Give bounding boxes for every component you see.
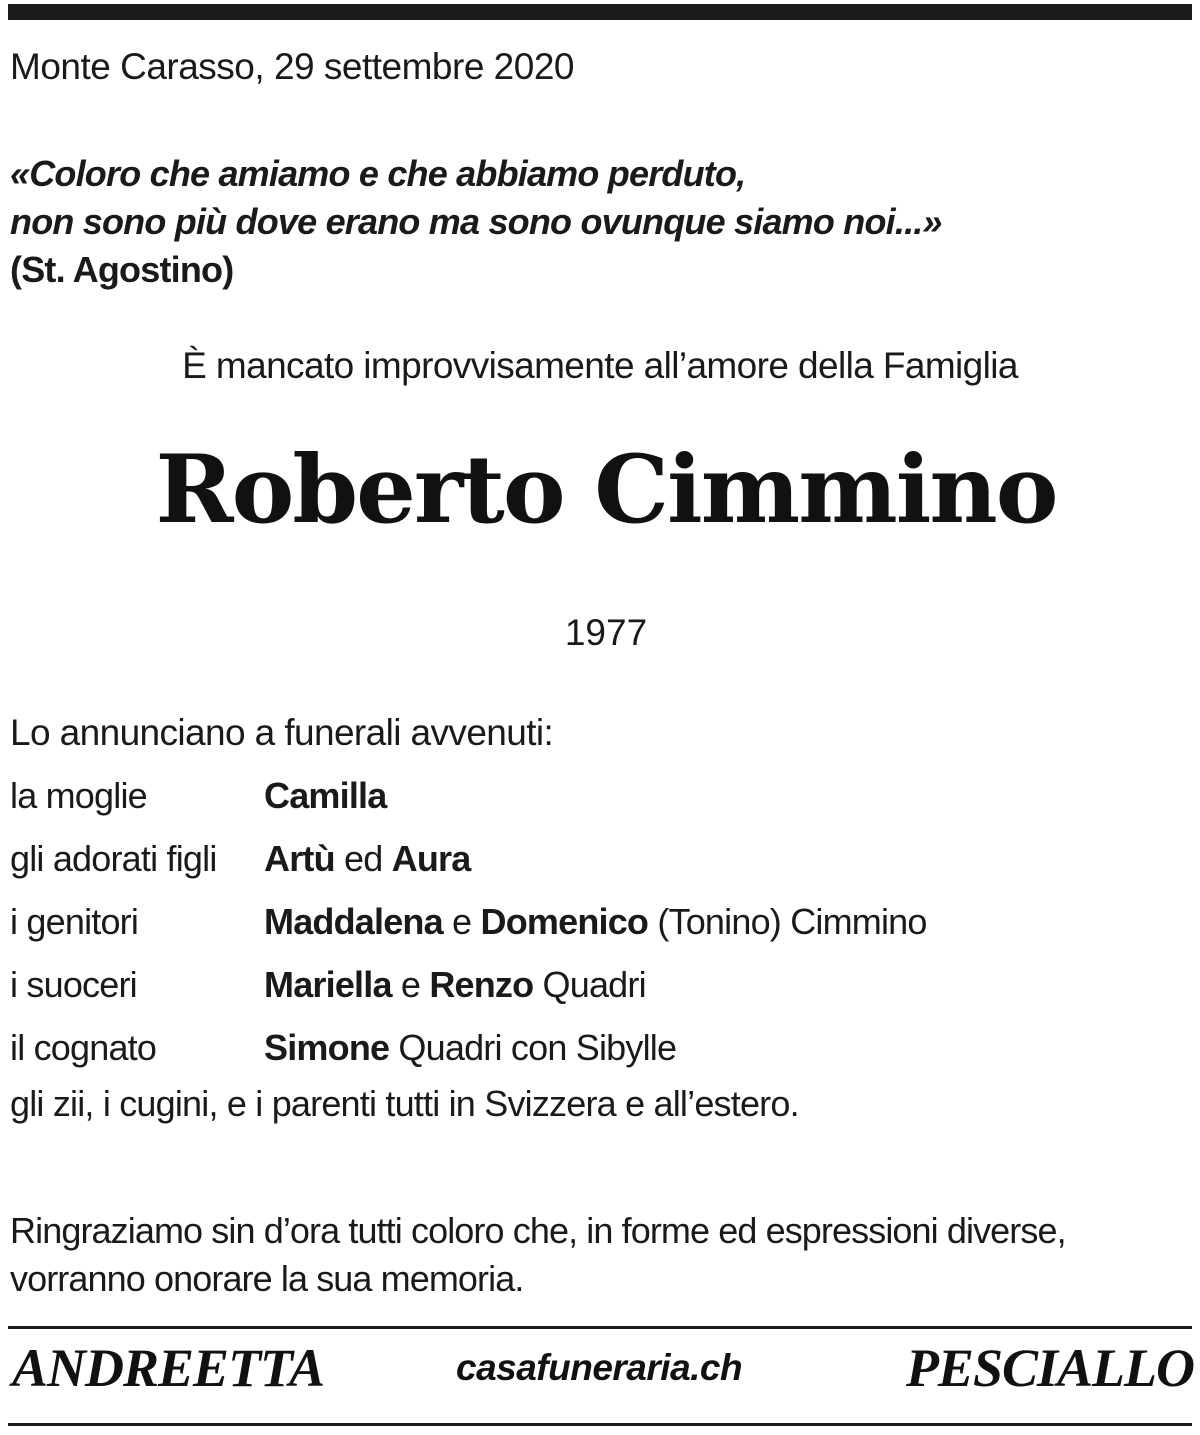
relative-name: Artù	[264, 838, 335, 879]
thanks-line-1: Ringraziamo sin d’ora tutti coloro che, in forme ed espressioni diverse,	[10, 1210, 1066, 1251]
joiner-text: e	[391, 964, 430, 1005]
joiner-text: e	[442, 901, 481, 942]
relative-rest: Quadri con Sibylle	[389, 1027, 677, 1068]
relative-name: Aura	[391, 838, 471, 879]
thanks-line-2: vorranno onorare la sua memoria.	[10, 1258, 524, 1299]
relation-label: il cognato	[10, 1027, 157, 1068]
joiner-text: ed	[334, 838, 392, 879]
relation-label: gli adorati figli	[10, 838, 217, 879]
quote-author: (St. Agostino)	[10, 249, 234, 290]
quote-line-1: «Coloro che amiamo e che abbiamo perduto,	[10, 153, 746, 194]
quote-line-2: non sono più dove erano ma sono ovunque siamo noi...»	[10, 201, 942, 242]
announce-text: Lo annunciano a funerali avvenuti:	[10, 712, 554, 753]
relative-name: Maddalena	[264, 901, 443, 942]
relation-label: i genitori	[10, 901, 139, 942]
relation-label: la moglie	[10, 775, 147, 816]
relative-names	[264, 959, 646, 1011]
relative-rest: (Tonino) Cimmino	[648, 901, 927, 942]
relative-names	[264, 1022, 676, 1074]
relative-name: Simone	[264, 1027, 390, 1068]
other-relatives: gli zii, i cugini, e i parenti tutti in Svizzera e all’estero.	[10, 1083, 799, 1124]
relative-name: Camilla	[264, 775, 387, 816]
intro-text: È mancato improvvisamente all’amore della Famiglia	[182, 345, 1018, 386]
relative-name: Domenico	[480, 901, 649, 942]
thanks-block	[10, 1207, 1066, 1303]
funeral-home-brand-right: PESCIALLO	[905, 1338, 1194, 1398]
relative-names	[264, 770, 386, 822]
footer-bottom-rule	[8, 1423, 1192, 1426]
quote-block	[10, 150, 942, 294]
top-border-bar	[8, 4, 1192, 20]
place-date: Monte Carasso, 29 settembre 2020	[10, 46, 574, 87]
relative-name: Mariella	[264, 964, 392, 1005]
relative-names	[264, 896, 927, 948]
relative-rest: Quadri	[533, 964, 646, 1005]
funeral-home-website: casafuneraria.ch	[456, 1347, 743, 1388]
relation-label: i suoceri	[10, 964, 137, 1005]
relative-names	[264, 833, 470, 885]
relative-name: Renzo	[429, 964, 534, 1005]
birth-year: 1977	[564, 612, 648, 653]
funeral-home-brand-left: ANDREETTA	[12, 1338, 325, 1398]
deceased-name: Roberto Cimmino	[155, 435, 1057, 545]
footer-top-rule	[8, 1326, 1192, 1329]
